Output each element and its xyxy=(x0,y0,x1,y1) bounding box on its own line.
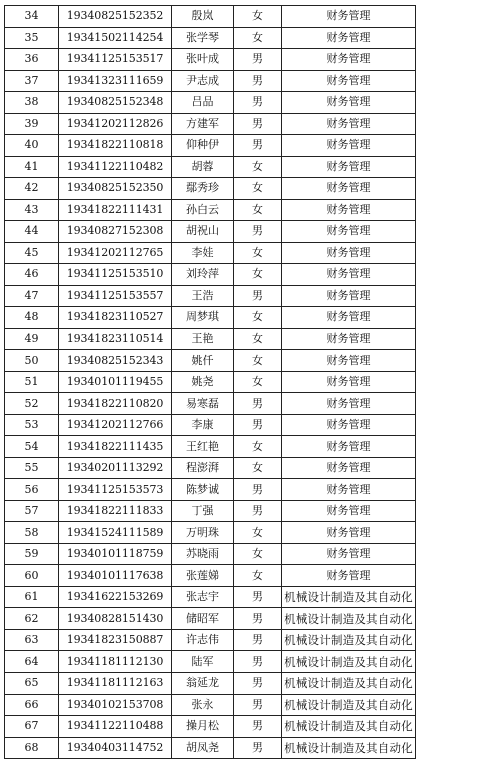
table-row xyxy=(5,629,416,651)
row-number-cell: 41 xyxy=(5,156,59,178)
table-row xyxy=(5,92,416,114)
student-id-cell: 19340102153708 xyxy=(59,694,172,716)
row-number-cell: 38 xyxy=(5,92,59,114)
row-number-cell: 64 xyxy=(5,651,59,673)
major-cell: 财务管理 xyxy=(282,414,416,436)
student-id-cell: 19341822110820 xyxy=(59,393,172,415)
student-name-cell: 胡祝山 xyxy=(172,221,234,243)
student-id-cell: 19340403114752 xyxy=(59,737,172,759)
table-row xyxy=(5,651,416,673)
gender-cell: 男 xyxy=(234,716,282,738)
student-name-cell: 张叶成 xyxy=(172,49,234,71)
major-cell: 机械设计制造及其自动化 xyxy=(282,737,416,759)
row-number-cell: 49 xyxy=(5,328,59,350)
major-cell: 财务管理 xyxy=(282,92,416,114)
student-name-cell: 王浩 xyxy=(172,285,234,307)
gender-cell: 男 xyxy=(234,70,282,92)
student-name-cell: 张永 xyxy=(172,694,234,716)
row-number-cell: 66 xyxy=(5,694,59,716)
gender-cell: 女 xyxy=(234,178,282,200)
row-number-cell: 39 xyxy=(5,113,59,135)
student-id-cell: 19341125153510 xyxy=(59,264,172,286)
row-number-cell: 43 xyxy=(5,199,59,221)
gender-cell: 男 xyxy=(234,92,282,114)
major-cell: 财务管理 xyxy=(282,350,416,372)
student-name-cell: 王红艳 xyxy=(172,436,234,458)
gender-cell: 女 xyxy=(234,242,282,264)
table-row xyxy=(5,737,416,759)
major-cell: 财务管理 xyxy=(282,135,416,157)
student-name-cell: 方建军 xyxy=(172,113,234,135)
major-cell: 财务管理 xyxy=(282,199,416,221)
major-cell: 财务管理 xyxy=(282,27,416,49)
table-row xyxy=(5,694,416,716)
row-number-cell: 51 xyxy=(5,371,59,393)
student-id-cell: 19340201113292 xyxy=(59,457,172,479)
row-number-cell: 61 xyxy=(5,586,59,608)
row-number-cell: 50 xyxy=(5,350,59,372)
student-name-cell: 姚仟 xyxy=(172,350,234,372)
student-name-cell: 陈梦诚 xyxy=(172,479,234,501)
row-number-cell: 48 xyxy=(5,307,59,329)
gender-cell: 男 xyxy=(234,651,282,673)
major-cell: 财务管理 xyxy=(282,371,416,393)
student-id-cell: 19340825152350 xyxy=(59,178,172,200)
student-id-cell: 19340825152348 xyxy=(59,92,172,114)
major-cell: 机械设计制造及其自动化 xyxy=(282,629,416,651)
student-id-cell: 19341502114254 xyxy=(59,27,172,49)
table-row xyxy=(5,716,416,738)
student-name-cell: 殷岚 xyxy=(172,6,234,28)
major-cell: 财务管理 xyxy=(282,543,416,565)
gender-cell: 女 xyxy=(234,27,282,49)
table-row xyxy=(5,242,416,264)
gender-cell: 男 xyxy=(234,629,282,651)
gender-cell: 男 xyxy=(234,135,282,157)
row-number-cell: 42 xyxy=(5,178,59,200)
student-name-cell: 张莲娣 xyxy=(172,565,234,587)
table-row xyxy=(5,113,416,135)
gender-cell: 男 xyxy=(234,414,282,436)
row-number-cell: 58 xyxy=(5,522,59,544)
student-id-cell: 19341125153557 xyxy=(59,285,172,307)
gender-cell: 男 xyxy=(234,49,282,71)
student-id-cell: 19340101117638 xyxy=(59,565,172,587)
major-cell: 财务管理 xyxy=(282,565,416,587)
student-name-cell: 尹志成 xyxy=(172,70,234,92)
gender-cell: 女 xyxy=(234,350,282,372)
student-id-cell: 19341125153517 xyxy=(59,49,172,71)
student-id-cell: 19341822110818 xyxy=(59,135,172,157)
major-cell: 财务管理 xyxy=(282,328,416,350)
row-number-cell: 36 xyxy=(5,49,59,71)
student-name-cell: 翁延龙 xyxy=(172,672,234,694)
student-id-cell: 19341181112130 xyxy=(59,651,172,673)
gender-cell: 男 xyxy=(234,479,282,501)
table-row xyxy=(5,393,416,415)
student-name-cell: 李康 xyxy=(172,414,234,436)
student-id-cell: 19341822111833 xyxy=(59,500,172,522)
table-row xyxy=(5,436,416,458)
major-cell: 机械设计制造及其自动化 xyxy=(282,651,416,673)
table-row xyxy=(5,6,416,28)
table-row xyxy=(5,586,416,608)
row-number-cell: 59 xyxy=(5,543,59,565)
table-row xyxy=(5,285,416,307)
table-row xyxy=(5,371,416,393)
student-id-cell: 19340825152352 xyxy=(59,6,172,28)
gender-cell: 女 xyxy=(234,264,282,286)
gender-cell: 男 xyxy=(234,393,282,415)
gender-cell: 男 xyxy=(234,113,282,135)
major-cell: 财务管理 xyxy=(282,156,416,178)
major-cell: 机械设计制造及其自动化 xyxy=(282,586,416,608)
student-name-cell: 张志宇 xyxy=(172,586,234,608)
row-number-cell: 56 xyxy=(5,479,59,501)
row-number-cell: 46 xyxy=(5,264,59,286)
table-row xyxy=(5,328,416,350)
row-number-cell: 55 xyxy=(5,457,59,479)
table-row xyxy=(5,135,416,157)
student-name-cell: 孙白云 xyxy=(172,199,234,221)
student-name-cell: 万明珠 xyxy=(172,522,234,544)
row-number-cell: 34 xyxy=(5,6,59,28)
gender-cell: 男 xyxy=(234,672,282,694)
major-cell: 财务管理 xyxy=(282,113,416,135)
gender-cell: 女 xyxy=(234,199,282,221)
gender-cell: 女 xyxy=(234,6,282,28)
gender-cell: 男 xyxy=(234,500,282,522)
gender-cell: 女 xyxy=(234,371,282,393)
student-id-cell: 19341823110527 xyxy=(59,307,172,329)
student-id-cell: 19341202112766 xyxy=(59,414,172,436)
row-number-cell: 52 xyxy=(5,393,59,415)
table-row xyxy=(5,672,416,694)
student-name-cell: 操月松 xyxy=(172,716,234,738)
row-number-cell: 57 xyxy=(5,500,59,522)
student-name-cell: 许志伟 xyxy=(172,629,234,651)
student-name-cell: 胡蓉 xyxy=(172,156,234,178)
major-cell: 财务管理 xyxy=(282,500,416,522)
major-cell: 财务管理 xyxy=(282,221,416,243)
gender-cell: 女 xyxy=(234,522,282,544)
table-row xyxy=(5,264,416,286)
gender-cell: 女 xyxy=(234,328,282,350)
student-name-cell: 鄢秀珍 xyxy=(172,178,234,200)
student-name-cell: 陆军 xyxy=(172,651,234,673)
row-number-cell: 45 xyxy=(5,242,59,264)
row-number-cell: 62 xyxy=(5,608,59,630)
row-number-cell: 68 xyxy=(5,737,59,759)
student-name-cell: 张学琴 xyxy=(172,27,234,49)
table-row xyxy=(5,27,416,49)
table-row xyxy=(5,500,416,522)
major-cell: 机械设计制造及其自动化 xyxy=(282,716,416,738)
table-row xyxy=(5,70,416,92)
row-number-cell: 67 xyxy=(5,716,59,738)
major-cell: 财务管理 xyxy=(282,70,416,92)
major-cell: 财务管理 xyxy=(282,479,416,501)
table-row xyxy=(5,199,416,221)
table-row xyxy=(5,156,416,178)
student-name-cell: 周梦琪 xyxy=(172,307,234,329)
student-name-cell: 李娃 xyxy=(172,242,234,264)
table-row xyxy=(5,49,416,71)
table-row xyxy=(5,350,416,372)
student-name-cell: 易寒磊 xyxy=(172,393,234,415)
student-name-cell: 王艳 xyxy=(172,328,234,350)
gender-cell: 女 xyxy=(234,565,282,587)
major-cell: 财务管理 xyxy=(282,178,416,200)
major-cell: 机械设计制造及其自动化 xyxy=(282,608,416,630)
gender-cell: 女 xyxy=(234,436,282,458)
major-cell: 财务管理 xyxy=(282,436,416,458)
student-name-cell: 仰种伊 xyxy=(172,135,234,157)
major-cell: 机械设计制造及其自动化 xyxy=(282,672,416,694)
student-name-cell: 储昭军 xyxy=(172,608,234,630)
row-number-cell: 35 xyxy=(5,27,59,49)
table-row xyxy=(5,178,416,200)
major-cell: 财务管理 xyxy=(282,307,416,329)
student-name-cell: 刘玲萍 xyxy=(172,264,234,286)
table-row xyxy=(5,221,416,243)
student-name-cell: 程澎湃 xyxy=(172,457,234,479)
student-name-cell: 吕品 xyxy=(172,92,234,114)
student-id-cell: 19341823110514 xyxy=(59,328,172,350)
student-id-cell: 19341202112826 xyxy=(59,113,172,135)
student-id-cell: 19340101118759 xyxy=(59,543,172,565)
row-number-cell: 44 xyxy=(5,221,59,243)
student-id-cell: 19340828151430 xyxy=(59,608,172,630)
student-id-cell: 19340827152308 xyxy=(59,221,172,243)
student-id-cell: 19341122110488 xyxy=(59,716,172,738)
student-id-cell: 19341125153573 xyxy=(59,479,172,501)
major-cell: 财务管理 xyxy=(282,264,416,286)
student-name-cell: 苏晓雨 xyxy=(172,543,234,565)
student-id-cell: 19340825152343 xyxy=(59,350,172,372)
student-roster-table xyxy=(4,5,416,759)
table-row xyxy=(5,565,416,587)
gender-cell: 男 xyxy=(234,586,282,608)
roster-body xyxy=(5,6,416,759)
row-number-cell: 37 xyxy=(5,70,59,92)
table-row xyxy=(5,414,416,436)
student-name-cell: 姚尧 xyxy=(172,371,234,393)
student-id-cell: 19341202112765 xyxy=(59,242,172,264)
table-row xyxy=(5,522,416,544)
major-cell: 财务管理 xyxy=(282,457,416,479)
gender-cell: 男 xyxy=(234,694,282,716)
table-row xyxy=(5,608,416,630)
student-id-cell: 19341822111431 xyxy=(59,199,172,221)
table-row xyxy=(5,457,416,479)
gender-cell: 男 xyxy=(234,285,282,307)
student-id-cell: 19340101119455 xyxy=(59,371,172,393)
student-id-cell: 19341181112163 xyxy=(59,672,172,694)
major-cell: 财务管理 xyxy=(282,393,416,415)
student-id-cell: 19341823150887 xyxy=(59,629,172,651)
major-cell: 财务管理 xyxy=(282,522,416,544)
student-id-cell: 19341622153269 xyxy=(59,586,172,608)
row-number-cell: 47 xyxy=(5,285,59,307)
major-cell: 财务管理 xyxy=(282,49,416,71)
gender-cell: 男 xyxy=(234,737,282,759)
row-number-cell: 60 xyxy=(5,565,59,587)
table-row xyxy=(5,479,416,501)
row-number-cell: 63 xyxy=(5,629,59,651)
student-name-cell: 丁强 xyxy=(172,500,234,522)
table-row xyxy=(5,307,416,329)
student-id-cell: 19341822111435 xyxy=(59,436,172,458)
major-cell: 机械设计制造及其自动化 xyxy=(282,694,416,716)
gender-cell: 女 xyxy=(234,457,282,479)
row-number-cell: 53 xyxy=(5,414,59,436)
gender-cell: 男 xyxy=(234,221,282,243)
major-cell: 财务管理 xyxy=(282,242,416,264)
row-number-cell: 54 xyxy=(5,436,59,458)
row-number-cell: 40 xyxy=(5,135,59,157)
student-id-cell: 19341524111589 xyxy=(59,522,172,544)
student-id-cell: 19341122110482 xyxy=(59,156,172,178)
student-id-cell: 19341323111659 xyxy=(59,70,172,92)
major-cell: 财务管理 xyxy=(282,285,416,307)
student-name-cell: 胡凤尧 xyxy=(172,737,234,759)
row-number-cell: 65 xyxy=(5,672,59,694)
student-roster-sheet xyxy=(4,5,415,759)
gender-cell: 女 xyxy=(234,156,282,178)
major-cell: 财务管理 xyxy=(282,6,416,28)
table-row xyxy=(5,543,416,565)
gender-cell: 男 xyxy=(234,608,282,630)
gender-cell: 女 xyxy=(234,307,282,329)
gender-cell: 女 xyxy=(234,543,282,565)
